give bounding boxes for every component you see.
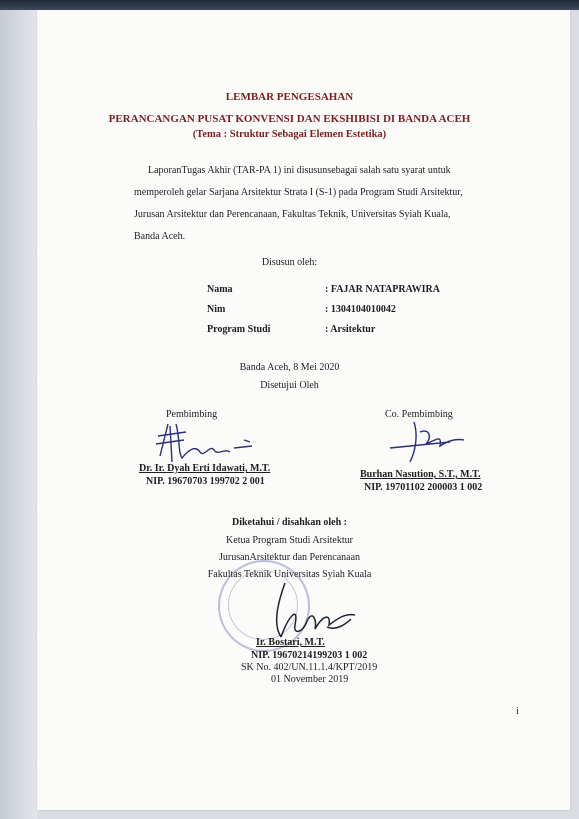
head-signature — [255, 575, 365, 645]
prodi-label: Program Studi — [207, 323, 271, 335]
supervisor-nip: NIP. 19670703 199702 2 001 — [146, 476, 265, 487]
paragraph-line: Banda Aceh. — [134, 231, 186, 242]
place-date: Banda Aceh, 8 Mei 2020 — [239, 362, 340, 373]
supervisor-signature — [140, 418, 270, 468]
paragraph-line: memperoleh gelar Sarjana Arsitektur Strata I (S-1) pada Program Studi Arsitektur, — [134, 187, 463, 198]
author-info-table — [207, 279, 440, 339]
nim-label: Nim — [207, 303, 226, 315]
page-number: i — [516, 706, 519, 717]
head-title-line2: JurusanArsitektur dan Perencanaan — [218, 552, 361, 563]
paragraph-line: Jurusan Arsitektur dan Perencanaan, Fakultas Teknik, Universitas Syiah Kuala, — [134, 209, 451, 220]
head-nip: NIP. 19670214199203 1 002 — [251, 650, 368, 661]
co-supervisor-signature — [380, 418, 470, 466]
head-title-line3: Fakultas Teknik Universitas Syiah Kuala — [207, 569, 372, 580]
head-sk-date: 01 November 2019 — [271, 674, 349, 685]
co-supervisor-nip: NIP. 19701102 200003 1 002 — [364, 482, 483, 493]
co-supervisor-role: Co. Pembimbing — [385, 409, 453, 420]
project-theme: (Tema : Struktur Sebagai Elemen Estetika) — [192, 129, 387, 140]
head-title-line1: Ketua Program Studi Arsitektur — [226, 535, 353, 546]
scan-top-edge — [0, 0, 579, 10]
supervisor-name: Dr. Ir. Dyah Erti Idawati, M.T. — [139, 463, 271, 474]
head-sk-number: SK No. 402/UN.11.1.4/KPT/2019 — [241, 662, 378, 673]
prodi-value: : Arsitektur — [325, 323, 376, 335]
purpose-paragraph — [134, 160, 463, 248]
head-name: Ir. Bostari, M.T. — [256, 637, 325, 648]
supervisor-role: Pembimbing — [166, 409, 218, 420]
prepared-by-label: Disusun oleh: — [261, 257, 318, 268]
project-title: PERANCANGAN PUSAT KONVENSI DAN EKSHIBISI DI BANDA ACEH — [108, 113, 471, 125]
approved-by-label: Disetujui Oleh — [260, 380, 319, 391]
paragraph-line: LaporanTugas Akhir (TAR-PA 1) ini disusunsebagai salah satu syarat untuk — [148, 165, 451, 176]
name-value: : FAJAR NATAPRAWIRA — [325, 283, 440, 295]
co-supervisor-name: Burhan Nasution, S.T., M.T. — [360, 469, 481, 480]
nim-value: : 1304104010042 — [325, 303, 396, 315]
acknowledged-by-label: Diketahui / disahkan oleh : — [231, 517, 348, 528]
page-heading: LEMBAR PENGESAHAN — [225, 91, 354, 103]
name-label: Nama — [207, 283, 233, 295]
